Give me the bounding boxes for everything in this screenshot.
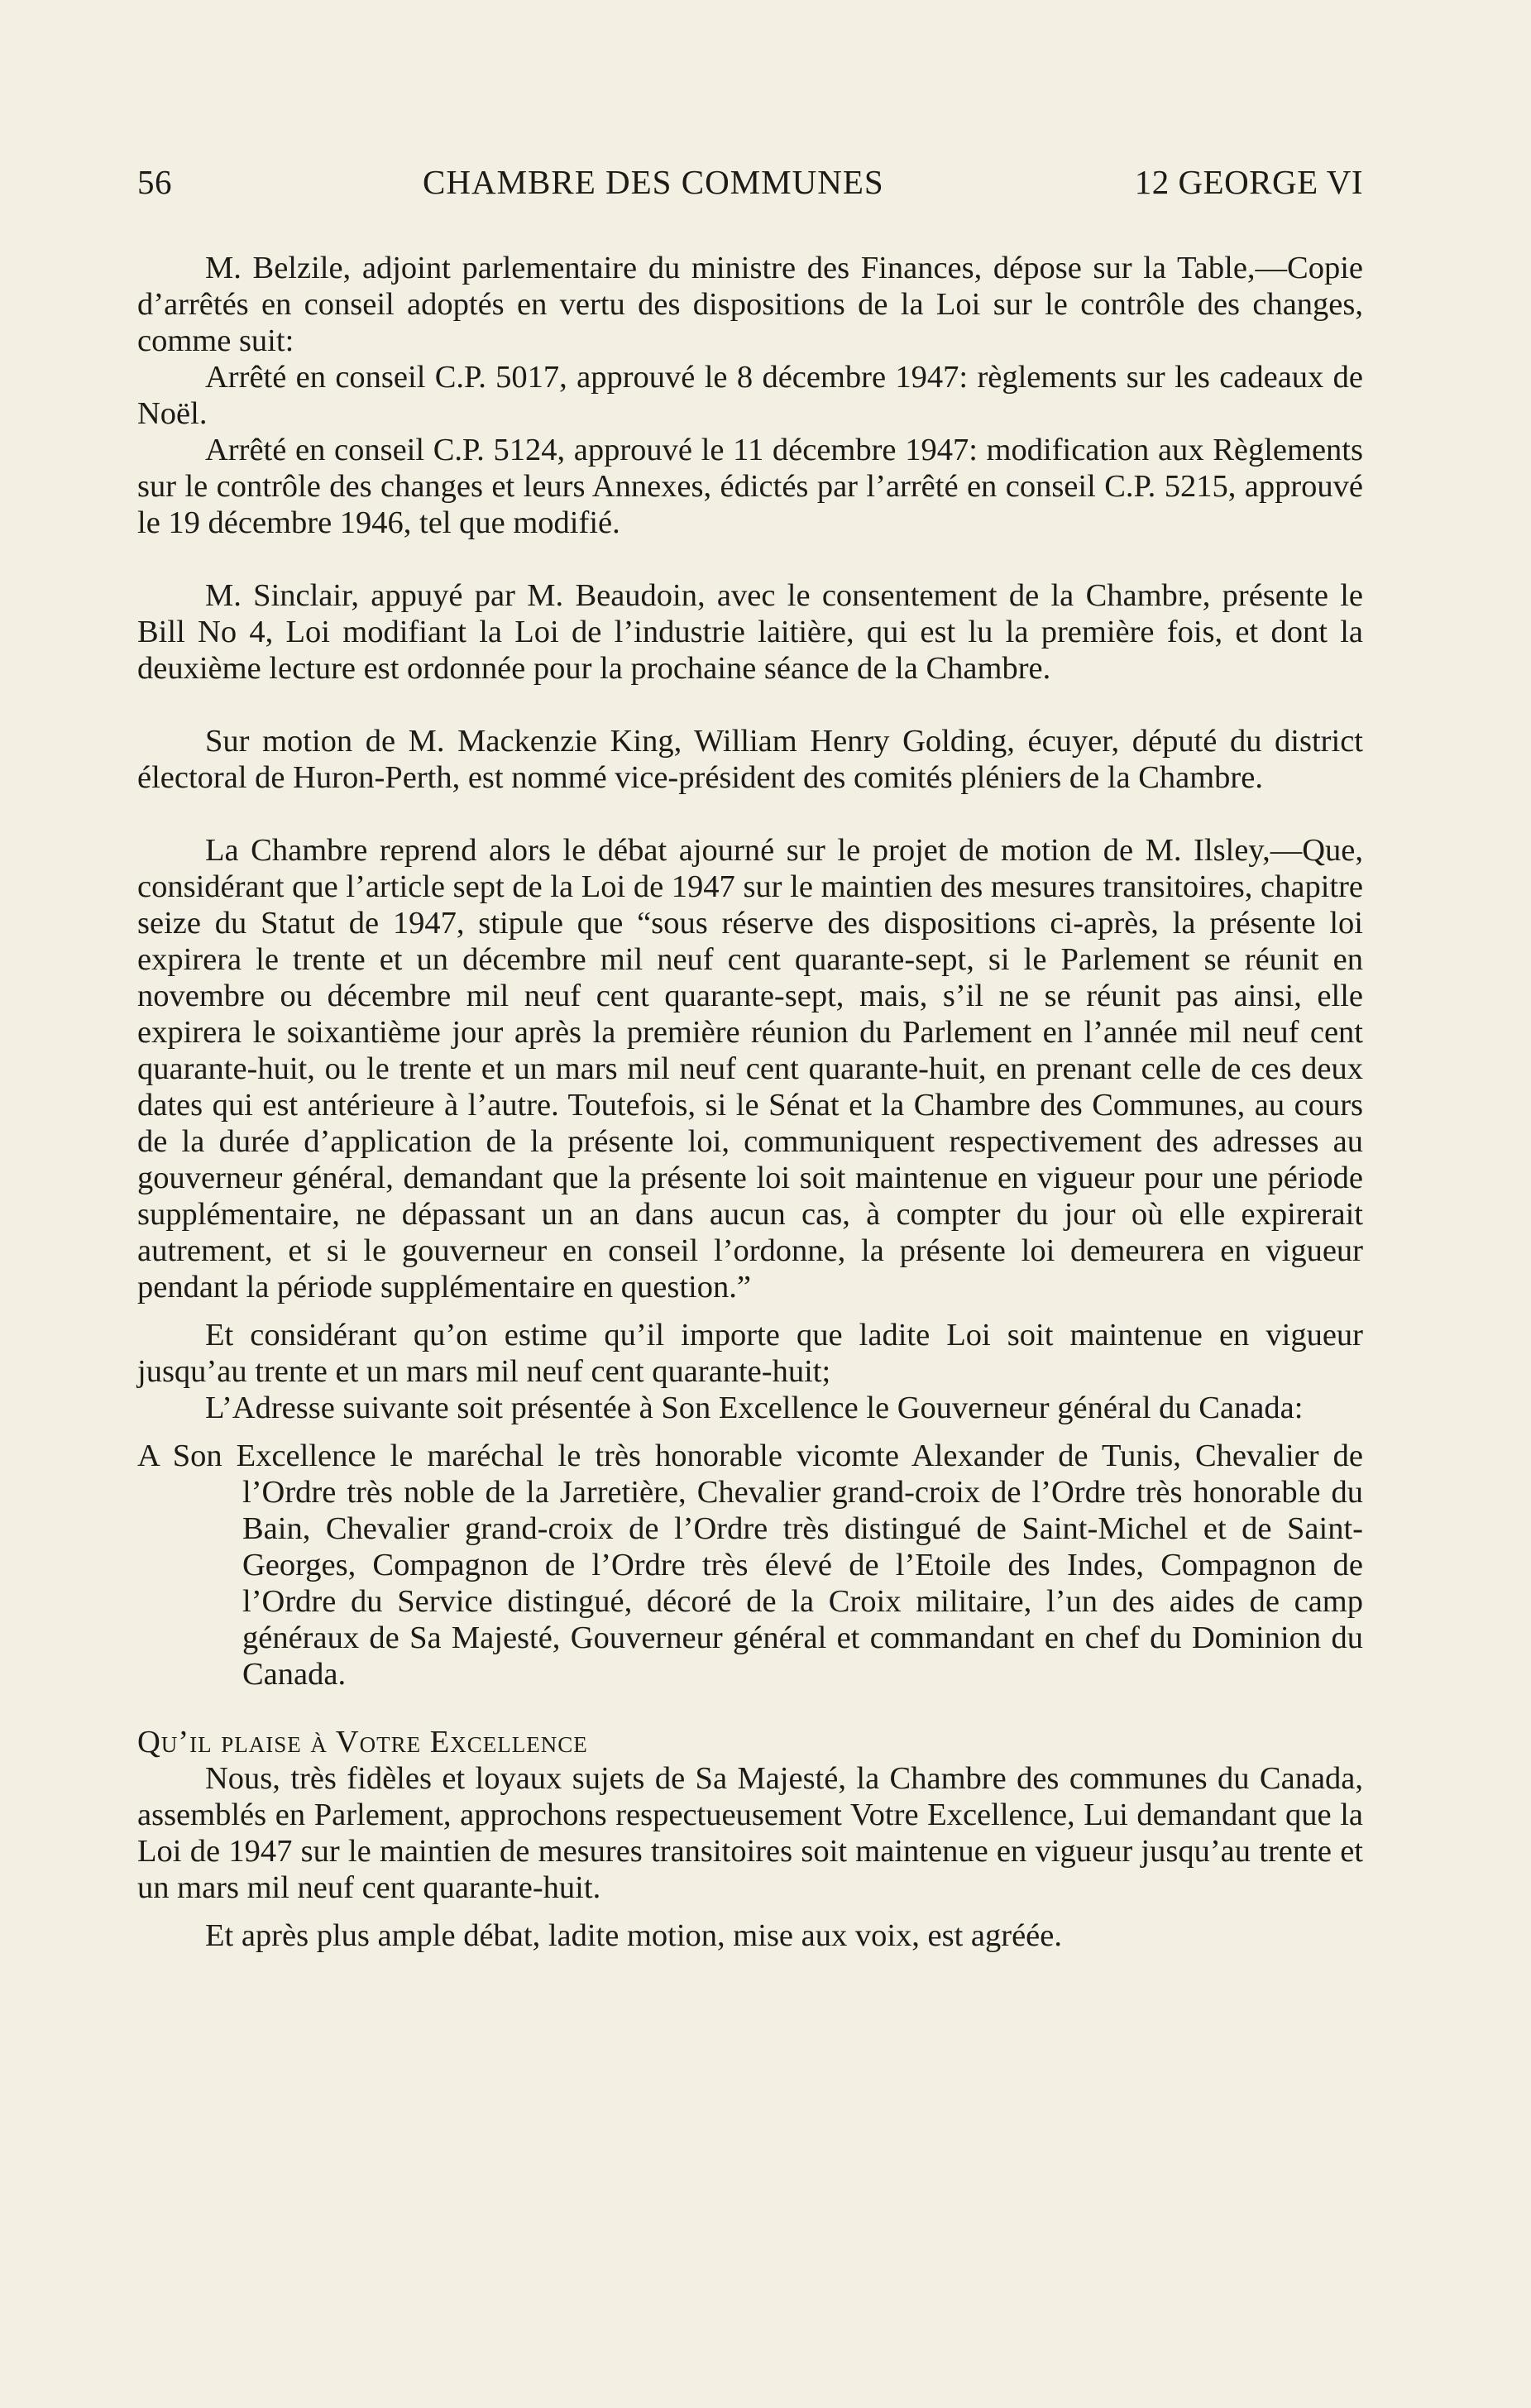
paragraph-order-5017: Arrêté en conseil C.P. 5017, approuvé le 8 décembre 1947: règlements sur les cadeaux de Noël.: [137, 360, 1363, 431]
paragraph-order-5124: Arrêté en conseil C.P. 5124, approuvé le 11 décembre 1947: modification aux Règlements sur le contrôle des changes et leurs Annexes, édictés par l’arrêté en conseil C.P. 5215, approuvé le 19 décembre 1946, tel que modifié.: [137, 433, 1363, 540]
paragraph-address-body: Nous, très fidèles et loyaux sujets de Sa Majesté, la Chambre des communes du Canada, assemblés en Parlement, approchons respectueusement Votre Excellence, Lui demandant que la Loi de 1947 sur le maintien de mesures transitoires soit maintenue en vigueur jusqu’au trente et un mars mil neuf cent quarante-huit.: [137, 1761, 1363, 1905]
running-title: CHAMBRE DES COMMUNES: [423, 163, 884, 201]
section-heading: Qu’il plaise à Votre Excellence: [137, 1725, 588, 1759]
page-number: 56: [137, 163, 172, 201]
page-header: [137, 162, 1363, 202]
paragraph-debate-resumed: La Chambre reprend alors le débat ajourné sur le projet de motion de M. Ilsley,—Que, considérant que l’article sept de la Loi de 1947 sur le maintien des mesures transitoires, chapitre seize du Statut de 1947, stipule que “sous réserve des dispositions ci-après, la présente loi expirera le trente et un décembre mil neuf cent quarante-sept, si le Parlement se réunit en novembre ou décembre mil neuf cent quarante-sept, mais, s’il ne se réunit pas ainsi, elle expirera le soixantième jour après la première réunion du Parlement en l’année mil neuf cent quarante-huit, ou le trente et un mars mil neuf cent quarante-huit, en prenant celle de ces deux dates qui est antérieure à l’autre. Toutefois, si le Sénat et la Chambre des Communes, au cours de la durée d’application de la présente loi, communiquent respectivement des adresses au gouverneur général, demandant que la présente loi soit maintenue en vigueur pour une période supplémentaire, ne dépassant un an dans aucun cas, à compter du jour où elle expirerait autrement, et si le gouverneur en conseil l’ordonne, la présente loi demeurera en vigueur pendant la période supplémentaire en question.”: [137, 833, 1363, 1305]
paragraph-motion-agreed: Et après plus ample débat, ladite motion, mise aux voix, est agréée.: [205, 1918, 1062, 1953]
paragraph-tabling: M. Belzile, adjoint parlementaire du ministre des Finances, dépose sur la Table,—Copie d’arrêtés en conseil adoptés en vertu des dispositions de la Loi sur le contrôle des changes, comme suit:: [137, 251, 1363, 358]
paragraph-whereas: Et considérant qu’on estime qu’il importe que ladite Loi soit maintenue en vigueur jusqu’au trente et un mars mil neuf cent quarante-huit;: [137, 1318, 1363, 1389]
regnal-year: 12 GEORGE VI: [1134, 163, 1363, 201]
paragraph-deputy-chairman: Sur motion de M. Mackenzie King, William Henry Golding, écuyer, député du district électoral de Huron-Perth, est nommé vice-président des comités pléniers de la Chambre.: [137, 724, 1363, 795]
paragraph-bill-4: M. Sinclair, appuyé par M. Beaudoin, avec le consentement de la Chambre, présente le Bill No 4, Loi modifiant la Loi de l’industrie laitière, qui est lu la première fois, et dont la deuxième lecture est ordonnée pour la prochaine séance de la Chambre.: [137, 578, 1363, 686]
page-body: [137, 250, 1363, 1954]
paragraph-address-intro: L’Adresse suivante soit présentée à Son Excellence le Gouverneur général du Canada:: [205, 1391, 1304, 1425]
paragraph-address-recipient: A Son Excellence le maréchal le très honorable vicomte Alexander de Tunis, Chevalier de l’Ordre très noble de la Jarretière, Chevalier grand-croix de l’Ordre très honorable du Bain, Chevalier grand-croix de l’Ordre très distingué de Saint-Michel et de Saint-Georges, Compagnon de l’Ordre très élevé de l’Etoile des Indes, Compagnon de l’Ordre du Service distingué, décoré de la Croix militaire, l’un des aides de camp généraux de Sa Majesté, Gouverneur général et commandant en chef du Dominion du Canada.: [137, 1439, 1363, 1692]
